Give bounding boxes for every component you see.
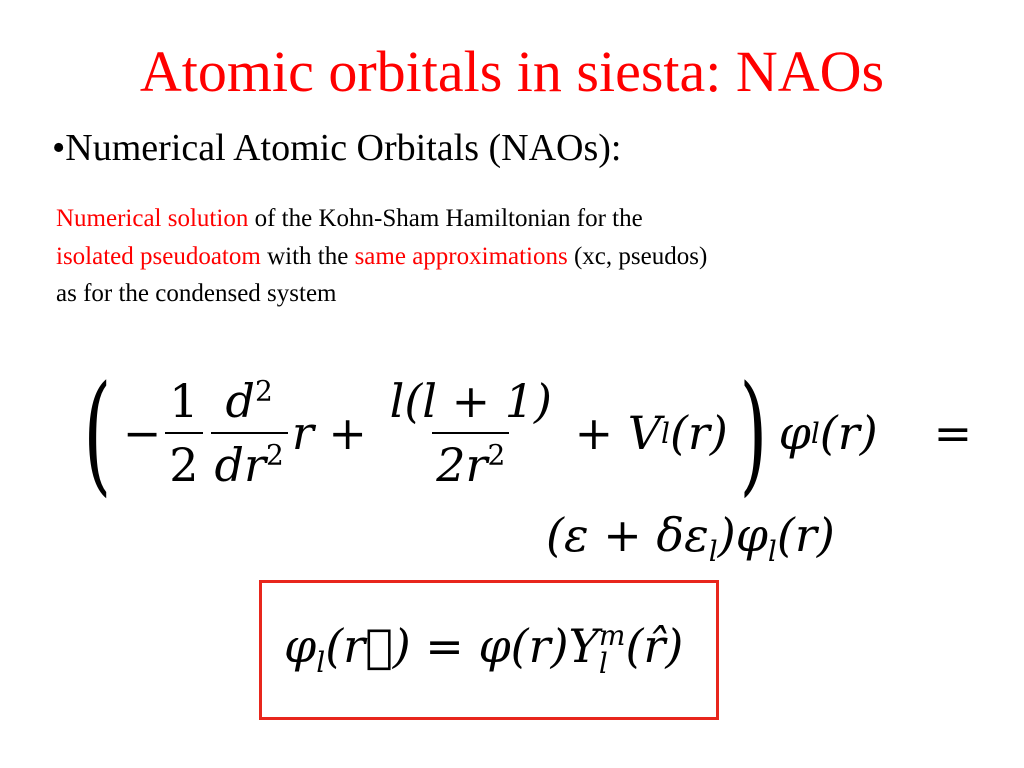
rhs-phi-subscript: l (767, 535, 777, 569)
phi-subscript: l (810, 416, 820, 450)
highlight-same-approximations: same approximations (354, 242, 568, 270)
highlight-isolated-pseudoatom: isolated pseudoatom (56, 242, 261, 270)
rhs-eigenvalue-subscript: l (708, 535, 718, 569)
centrifugal-den-exponent: 2 (487, 438, 506, 472)
fraction-derivative (211, 374, 288, 492)
phi-argument: (r) (819, 406, 878, 460)
centrifugal-den-base: 2r (436, 438, 488, 492)
half-denominator: 2 (165, 432, 202, 492)
rhs-eigenvalue: (ε + δε (546, 508, 709, 562)
bullet-heading: •Numerical Atomic Orbitals (NAOs): (52, 127, 622, 169)
minus-sign: − (122, 406, 162, 460)
derivative-denominator (211, 432, 288, 492)
half-numerator: 1 (169, 374, 199, 428)
fraction-half (165, 374, 202, 492)
rhs-phi-argument: (r) (776, 508, 835, 562)
rhs-phi: )φ (717, 508, 768, 562)
orbital-definition-box (259, 580, 719, 720)
harmonic-subscript: l (598, 647, 608, 680)
description-paragraph (56, 200, 976, 313)
orbital-phi: φ (284, 619, 317, 673)
phi-symbol: φ (778, 406, 811, 460)
potential-symbol: V (627, 406, 662, 460)
radial-equation (72, 357, 973, 509)
description-text-2: with the (260, 242, 355, 270)
dr-symbol: dr (214, 438, 266, 492)
orbital-phi-subscript: l (316, 646, 326, 680)
d-exponent: 2 (254, 374, 273, 408)
description-text-3: (xc, pseudos) (567, 242, 708, 270)
harmonic-argument: (r̂) (625, 619, 684, 673)
potential-subscript: l (661, 416, 670, 450)
orbital-product: (r⃗) = φ(r)Y (325, 619, 599, 673)
derivative-numerator (222, 374, 277, 432)
potential-argument: (r) (669, 406, 728, 460)
slide-title: Atomic orbitals in siesta: NAOs (139, 39, 885, 104)
d-symbol: d (225, 374, 255, 428)
r-symbol: r (291, 406, 314, 460)
description-text-4: as for the condensed system (56, 280, 337, 307)
equation-rhs (546, 508, 835, 568)
description-text-1: of the Kohn-Sham Hamiltonian for the (248, 205, 643, 232)
fraction-centrifugal (386, 374, 556, 492)
centrifugal-numerator: l(l + 1) (389, 374, 552, 428)
harmonic-superscript: m (598, 619, 626, 652)
left-paren: ( (83, 357, 112, 509)
centrifugal-denominator (432, 432, 509, 492)
equals-sign: = (933, 406, 973, 460)
highlight-numerical-solution: Numerical solution (56, 205, 249, 232)
right-paren: ) (739, 357, 768, 509)
plus-sign-2: + (559, 406, 628, 460)
dr-exponent: 2 (265, 438, 284, 472)
orbital-definition (284, 619, 683, 679)
plus-sign-1: + (313, 406, 382, 460)
